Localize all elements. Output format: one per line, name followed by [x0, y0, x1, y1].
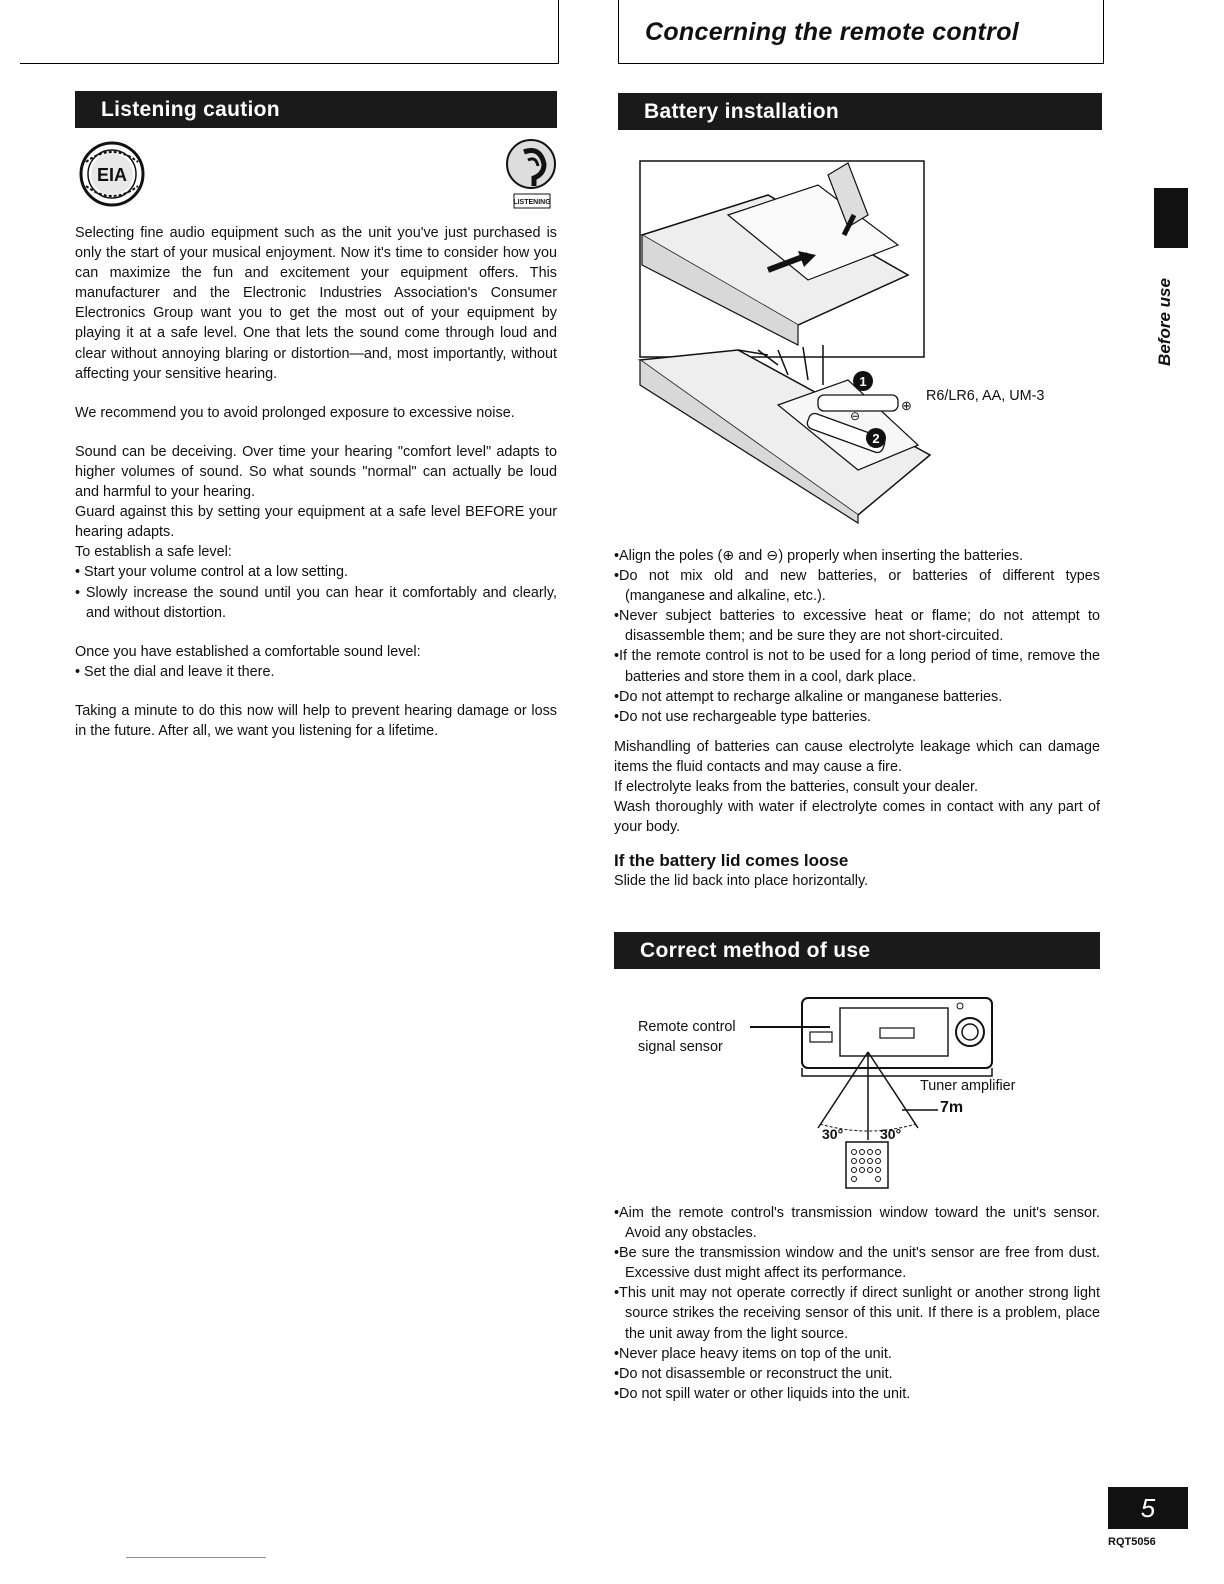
paragraph: Once you have established a comfortable sound level:	[75, 643, 421, 660]
list-item: •Never place heavy items on top of the unit.	[614, 1345, 892, 1362]
battery-installation-heading: Battery installation	[618, 93, 1102, 130]
section-title: Concerning the remote control	[645, 18, 1020, 46]
list-item: •If the remote control is not to be used for a long period of time, remove the batteries and store them in a cool, dark place.	[614, 648, 1100, 685]
distance-label: 7m	[940, 1099, 964, 1116]
angle-right-label: 30°	[880, 1126, 902, 1142]
correct-method-heading: Correct method of use	[614, 932, 1100, 969]
eia-logo-text: EIA	[96, 165, 128, 185]
minus-pole-symbol: ⊖	[850, 409, 861, 423]
step-1-marker: 1	[859, 374, 867, 389]
paragraph: Wash thoroughly with water if electrolyte comes in contact with any part of your body.	[614, 799, 1100, 836]
angle-left-label: 30°	[822, 1126, 844, 1142]
list-item: •Do not mix old and new batteries, or batteries of different types (manganese and alkaline, etc.).	[614, 568, 1100, 605]
paragraph: Taking a minute to do this now will help to prevent hearing damage or loss in the future. After all, we want you listening for a lifetime.	[75, 702, 557, 739]
list-item: •Do not attempt to recharge alkaline or manganese batteries.	[614, 688, 1003, 705]
footer-rule	[126, 1557, 266, 1558]
tuner-amplifier-label: Tuner amplifier	[920, 1078, 1016, 1094]
paragraph: To establish a safe level:	[75, 544, 232, 561]
list-item: •Never subject batteries to excessive heat or flame; do not attempt to disassemble them; and be sure they are not short-circuited.	[614, 608, 1100, 645]
step-2-marker: 2	[872, 431, 880, 446]
list-item: •Do not use rechargeable type batteries.	[614, 708, 872, 725]
eia-logo-icon	[78, 140, 146, 208]
battery-type-label: R6/LR6, AA, UM-3	[926, 388, 1045, 404]
battery-notes	[614, 546, 1100, 892]
page-number: 5	[1108, 1487, 1188, 1529]
header-rule-left	[20, 0, 559, 64]
list-item: •Do not spill water or other liquids into the unit.	[614, 1385, 911, 1402]
correct-method-notes	[614, 1203, 1100, 1404]
battery-lid-heading: If the battery lid comes loose	[614, 851, 849, 871]
list-item: •This unit may not operate correctly if direct sunlight or another strong light source strikes the receiving sensor of this unit. If there is a problem, place the unit away from the light source.	[614, 1285, 1100, 1342]
sensor-label: Remote control signal sensor	[638, 1019, 736, 1055]
plus-pole-symbol: ⊕	[901, 398, 912, 413]
side-tab-marker	[1154, 188, 1188, 248]
battery-lid-text: Slide the lid back into place horizontally.	[614, 873, 869, 890]
listening-logo-text: LISTENING	[513, 199, 551, 206]
battery-installation-illustration	[618, 155, 948, 525]
document-code: RQT5056	[1108, 1536, 1156, 1548]
paragraph: Selecting fine audio equipment such as the unit you've just purchased is only the start of your musical enjoyment. Now it's time to consider how you can maximize the fun and excitement your equipment offers. This manufacturer and the Electronic Industries Association's Consumer Electronics Group want you to get the most out of your equipment by playing it at a safe level. One that lets the sound come through loud and clear without annoying blaring or distortion—and, most importantly, without affecting your sensitive hearing.	[75, 225, 557, 382]
paragraph: We recommend you to avoid prolonged exposure to excessive noise.	[75, 404, 515, 421]
paragraph: Sound can be deceiving. Over time your hearing "comfort level" adapts to higher volumes of sound. So what sounds "normal" can actually be loud and harmful to your hearing.	[75, 443, 557, 501]
list-item: • Slowly increase the sound until you can hear it comfortably and clearly, and without distortion.	[75, 584, 558, 621]
list-item: •Align the poles (⊕ and ⊖) properly when inserting the batteries.	[614, 548, 1024, 564]
listening-logo-icon	[500, 138, 562, 214]
list-item: •Be sure the transmission window and the unit's sensor are free from dust. Excessive dust might affect its performance.	[614, 1245, 1100, 1282]
paragraph: If electrolyte leaks from the batteries, consult your dealer.	[614, 779, 978, 796]
section-title-box	[618, 0, 1104, 64]
listening-caution-heading: Listening caution	[75, 91, 557, 128]
listening-caution-body	[75, 223, 557, 741]
list-item: •Aim the remote control's transmission window toward the unit's sensor. Avoid any obstacles.	[614, 1205, 1100, 1242]
list-item: • Start your volume control at a low setting.	[75, 564, 348, 581]
list-item: • Set the dial and leave it there.	[75, 663, 275, 680]
side-label: Before use	[1155, 278, 1174, 366]
list-item: •Do not disassemble or reconstruct the unit.	[614, 1365, 893, 1382]
paragraph: Guard against this by setting your equipment at a safe level BEFORE your hearing adapts.	[75, 504, 557, 541]
paragraph: Mishandling of batteries can cause electrolyte leakage which can damage items the fluid contacts and may cause a fire.	[614, 738, 1100, 775]
